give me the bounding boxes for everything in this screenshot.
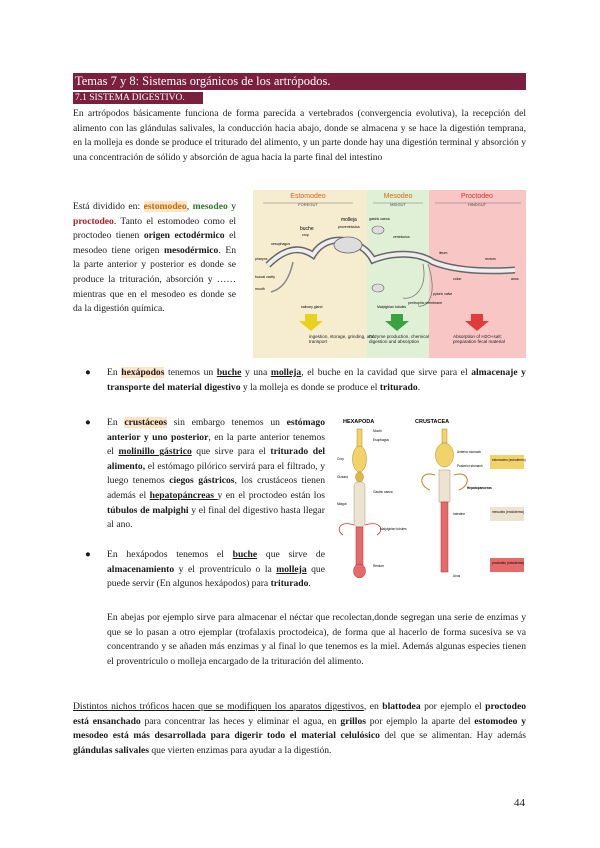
text-run: y una: [241, 367, 271, 378]
term-grillos: grillos: [340, 715, 367, 727]
caption-midgut: Enzyme production, chemical digestion and absorption: [369, 334, 430, 345]
hexapoda-crustacea-figure: [335, 415, 526, 590]
bullet-dot: ●: [85, 549, 91, 560]
bullet-hexapods: [85, 366, 526, 395]
fig1-sub-midgut: MIDGUT: [390, 202, 406, 207]
term-triturado: triturado: [379, 381, 418, 393]
term-hepatopancreas: hepatopáncreas: [149, 489, 218, 501]
term-triturado-alimento: triturado del alimento,: [107, 446, 326, 472]
fig2-label-intestine: Intestine: [453, 512, 466, 516]
fig1-sub-hindgut: HINDGUT: [467, 202, 487, 207]
fig1-header-midgut: Mesodeo: [383, 193, 413, 200]
bullet-hexapods-buche: [85, 548, 325, 592]
term-glandulas: glándulas salivales: [73, 744, 149, 756]
hex-hindgut: [356, 527, 363, 567]
term-estomodeo-mesodeo: estomodeo y mesodeo está más desarrollada para digerir todo el material celulósico: [73, 715, 526, 742]
fig2-label-rectum: Rectum: [373, 564, 384, 568]
term-hexapodos: hexápodos: [121, 367, 165, 378]
crop-shape: [334, 237, 362, 253]
label-malpighian: Malpighian tubules: [377, 305, 407, 309]
term-tubulos: túbulos de malpighi: [107, 504, 189, 516]
term-estomago: estómago anterior y uno posterior: [107, 417, 325, 443]
label-oesophagus: oesophagus: [271, 242, 291, 246]
text-run: tenemos un: [164, 367, 217, 378]
fig2-label-gastric: Gastric caeca: [373, 490, 393, 494]
term-molinillo: molinillo gástrico: [118, 446, 192, 458]
label-proventriculus: proventriculus: [338, 225, 360, 229]
label-crop: crop: [302, 233, 309, 237]
fig2-label-posterior-stomach: Posterior stomach: [457, 464, 483, 468]
label-buche: buche: [300, 226, 314, 232]
legend-proctodeo: proctodeo (ectodermo): [492, 561, 525, 565]
hindgut-region: [429, 190, 526, 358]
bees-paragraph: En abejas por ejemplo sirve para almacenar el néctar que recolectan,donde segregan una serie de enzimas y que se lo pasan a otro ejemplar (trofalaxis proctodeica), de forma que al hacerlo de forma sucesiva se va concentrando y se añaden más enzimas y al final lo que tenemos es la miel. Además algunas especies tienen el proventrículo o molleja encargado de la trituración del alimento.: [107, 612, 526, 667]
term-crustaceos: crustáceos: [124, 417, 167, 428]
label-salivary-gland: salivary gland: [301, 305, 323, 309]
fig2-label-anus: Anus: [453, 574, 461, 578]
text-run: para concentrar las heces y eliminar el agua, en: [140, 715, 341, 727]
fig2-label-anterior-stomach: Anterior stomach: [457, 450, 482, 454]
text-run: que puede servir (En algunos hexápodos) para: [107, 563, 325, 590]
fig2-label-mouth: Mouth: [373, 429, 382, 433]
text-run: En: [107, 417, 125, 428]
fig2-label-gizzard: Gizzard: [337, 475, 348, 479]
text-run: En: [107, 367, 122, 378]
text-run: que vierten enzimas para ayudar a la digestión.: [148, 744, 332, 756]
digestive-tract-figure: [253, 190, 526, 358]
fig2-header-hexapoda: HEXAPODA: [343, 419, 375, 425]
text-run: . En la parte anterior y posterior es donde se produce la trituración, absorción y ……mientras que en el mesodeo es donde se da la digestión química.: [73, 244, 236, 315]
bullet-crustaceans: [85, 416, 326, 533]
term-blattodea: blattodea: [382, 701, 421, 712]
fig2-label-esophagus: Esophagus: [373, 438, 389, 442]
bullet-dot: ●: [85, 367, 91, 378]
text-run: y el final del digestivo hasta llegar al ano.: [107, 504, 325, 531]
term-mesodeo: mesodeo: [192, 201, 228, 212]
hex-crop: [353, 446, 367, 472]
label-buccal-cavity: buccal cavity: [255, 275, 276, 279]
label-peritrophic: peritrophic membrane: [408, 301, 443, 305]
term-almacenamiento: almacenamiento: [107, 563, 175, 575]
crus-stomach: [436, 443, 454, 467]
text-run: del que se alimentan. Hay además: [379, 730, 526, 742]
text-run: En hexápodos tenemos el: [107, 549, 233, 560]
page-number: 44: [514, 797, 525, 809]
term-molleja: molleja: [270, 367, 302, 378]
subsection-title: 7.1 SISTEMA DIGESTIVO.: [73, 92, 203, 104]
legend-mesodeo: mesodeo (endodermo): [492, 510, 525, 514]
term-mesodermal: mesodérmico: [164, 244, 219, 256]
midgut-region: [367, 190, 429, 358]
text-run: .: [308, 578, 311, 590]
text-run: y en el proctodeo están los: [217, 489, 325, 501]
label-colon: colon: [453, 277, 462, 281]
fig1-header-foregut: Estomodeo: [290, 193, 326, 200]
section-title: Temas 7 y 8: Sistemas orgánicos de los artrópodos.: [73, 73, 526, 90]
text-run: y la molleja es donde se produce el: [240, 381, 380, 393]
text-run: sin embargo tenemos un: [166, 417, 287, 428]
fig2-header-crustacea: CRUSTACEA: [415, 419, 450, 425]
divided-paragraph: [73, 200, 236, 317]
label-ventriculus: ventriculus: [393, 235, 410, 239]
term-ectodermal: origen ectodérmico: [143, 230, 225, 242]
text-run: .: [417, 381, 421, 393]
term-proctodeo: proctodeo: [73, 215, 114, 227]
legend-estomodeo: estomodeo (ectodermo): [492, 458, 526, 462]
term-proctodeo-ensanchado: proctodeo está ensanchado: [73, 701, 526, 727]
label-pharynx: pharynx: [255, 257, 268, 261]
niches-underlined: Distintos nichos tróficos hacen que se modifiquen los aparatos digestivos: [73, 701, 364, 712]
text-run: , el buche en la cavidad que sirve para el: [301, 367, 472, 378]
text-run: , los crustáceos tienen además el: [107, 475, 325, 501]
text-run: el estómago pilórico servirá para el filtrado, y luego tenemos: [107, 460, 325, 487]
hex-midgut: [354, 482, 365, 527]
foregut-region: [253, 190, 367, 358]
term-almacenaje: almacenaje y transporte del material digestivo: [107, 367, 526, 393]
caption-foregut: ingestion, storage, grinding, and transport: [309, 334, 375, 345]
fig2-label-malpighian: Malpighian tubules: [380, 527, 407, 531]
fig1-header-hindgut: Proctodeo: [461, 193, 493, 200]
fig2-label-midgut: Midgut: [337, 502, 347, 506]
text-run: y: [227, 201, 236, 212]
term-triturado-2: triturado: [270, 578, 309, 590]
fig2-label-hepatopancreas: Hepatopancreas: [467, 486, 492, 490]
text-run: , en la parte anterior tenemos el: [107, 431, 325, 458]
crus-hindgut: [441, 502, 448, 572]
text-run: que sirve para el: [191, 446, 271, 458]
text-run: por ejemplo la aparte del: [366, 715, 475, 727]
crus-midgut: [439, 470, 450, 502]
term-buche-2: buche: [232, 549, 258, 560]
text-run: el mesodeo tiene origen: [73, 230, 236, 256]
text-run: que sirve de: [257, 549, 325, 560]
niches-paragraph: [73, 700, 526, 758]
term-buche: buche: [216, 367, 242, 378]
text-run: , en: [363, 701, 383, 712]
fig2-label-crop: Crop: [337, 457, 344, 461]
label-ileum: ileum: [439, 251, 448, 255]
bullet-dot: ●: [85, 417, 91, 428]
label-molleja: molleja: [341, 217, 357, 223]
text-run: Está dividido en:: [73, 201, 144, 212]
term-estomodeo: estomodeo: [143, 201, 187, 212]
fig1-sub-foregut: FOREGUT: [298, 202, 318, 207]
label-gastric-caeca: gastric caeca: [369, 217, 390, 221]
label-anus: anus: [511, 277, 519, 281]
text-run: por ejemplo el: [420, 701, 486, 712]
term-molleja-2: molleja: [276, 563, 307, 575]
text-run: y el proventrículo o la: [174, 563, 277, 575]
caption-hindgut: Absorption of H2O+salt: preparation fecal material: [453, 334, 505, 345]
label-pyloric-valve: pyloric valve: [433, 292, 453, 296]
label-mouth: mouth: [255, 287, 265, 291]
term-ciegos: ciegos gástricos: [169, 475, 235, 487]
label-rectum: rectum: [485, 257, 496, 261]
text-run: . Tanto el estomodeo como el proctodeo tienen: [73, 215, 236, 242]
text-run: ,: [186, 201, 193, 212]
intro-paragraph: En artrópodos básicamente funciona de forma parecida a vertebrados (convergencia evolutiva), la recepción del alimento con las glándulas salivales, la conducción hacia abajo, donde se almacena y se hace la digestión temprana, en la molleja es donde se produce el triturado del alimento, y un parte donde hay una digestión terminal y absorción y una concentración de sólido y absorción de agua hacia la parte final del intestino: [73, 108, 526, 163]
